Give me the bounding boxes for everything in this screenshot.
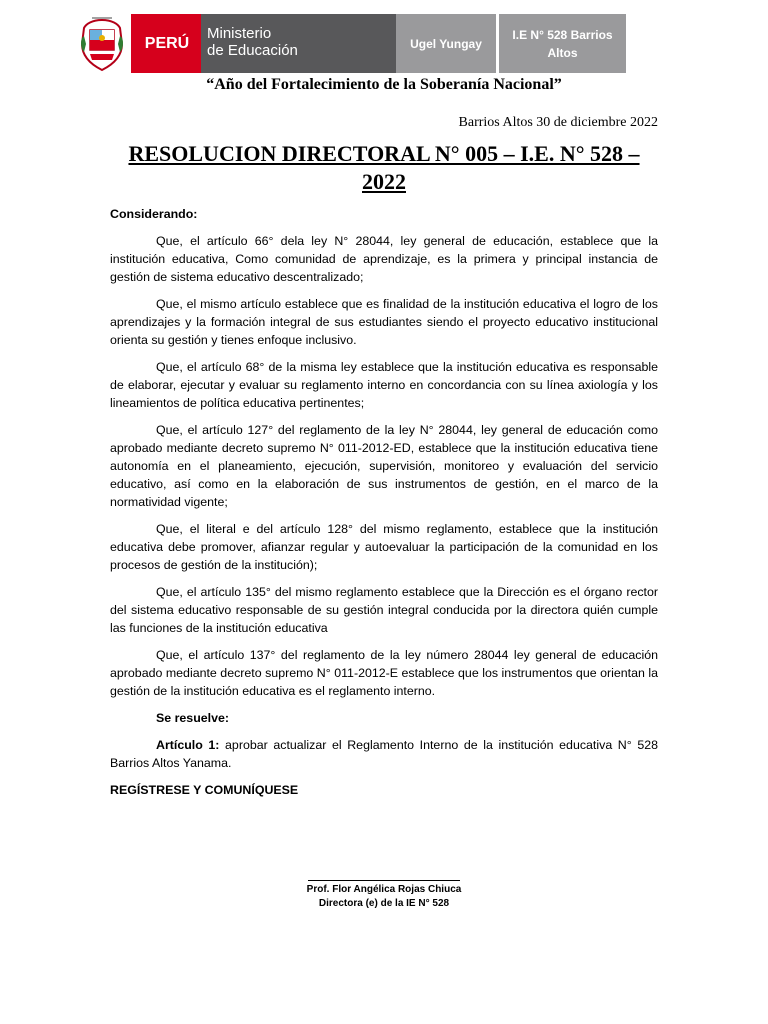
closing-statement: REGÍSTRESE Y COMUNÍQUESE: [110, 783, 299, 797]
signatory-name: Prof. Flor Angélica Rojas Chiuca: [306, 884, 462, 895]
paragraph: Que, el literal e del artículo 128° del mismo reglamento, establece que la institución educativa debe promover, afianzar regular y autoevaluar la participación de la comunidad en los procesos de gestión de la institución);: [110, 522, 658, 572]
school-label: I.E N° 528 Barrios Altos: [499, 14, 626, 73]
paragraph: Que, el mismo artículo establece que es finalidad de la institución educativa el logro de los aprendizajes y la formación integral de sus estudiantes siendo el proyecto educativo institucional orienta su gestión y tienes enfoque inclusivo.: [110, 297, 658, 347]
considerando-heading: Considerando:: [110, 207, 198, 221]
paragraph: Que, el artículo 66° dela ley N° 28044, ley general de educación, establece que la institución educativa, Como comunidad de aprendizaje, es la primera y principal instancia de gestión de sistema educativo descentralizado;: [110, 234, 658, 284]
resolution-body: [110, 205, 658, 808]
paragraph: Que, el artículo 135° del mismo reglamento establece que la Dirección es el órgano rector del sistema educativo responsable de su gestión integral conducida por la directora quién cumple las funciones de la institución educativa: [110, 585, 658, 635]
letterhead: [78, 14, 626, 73]
title-line-2: 2022: [362, 169, 406, 194]
paragraph: Que, el artículo 68° de la misma ley establece que la institución educativa es responsable de elaborar, ejecutar y evaluar su reglamento interno en concordancia con su línea axiología y los lineamientos de política educativa pertinentes;: [110, 360, 658, 410]
paragraph: Que, el artículo 137° del reglamento de la ley número 28044 ley general de educación aprobado mediante decreto supremo N° 011-2012-E establece que los instrumentos que orientan la gestión de la institución educativa es el reglamento interno.: [110, 648, 658, 698]
year-motto: “Año del Fortalecimiento de la Soberanía Nacional”: [206, 76, 562, 93]
signature-line: [308, 880, 460, 881]
coat-of-arms-icon: [78, 14, 126, 72]
document-date: Barrios Altos 30 de diciembre 2022: [458, 115, 658, 130]
signatory-role: Directora (e) de la IE N° 528: [318, 898, 450, 909]
ministry-name-line2: de Educación: [207, 42, 298, 59]
se-resuelve-heading: Se resuelve:: [156, 711, 230, 725]
ugel-label: Ugel Yungay: [396, 14, 496, 73]
article-1: [110, 736, 658, 772]
title-line-1: RESOLUCION DIRECTORAL N° 005 – I.E. N° 528 –: [128, 141, 640, 166]
peru-label: PERÚ: [144, 35, 190, 52]
resolution-title: [110, 140, 658, 196]
paragraph: Que, el artículo 127° del reglamento de la ley N° 28044, ley general de educación como aprobado mediante decreto supremo N° 011-2012-ED, establece que la institución educativa tiene autonomía en el planeamiento, ejecución, supervisión, monitoreo y evaluación del servicio educativo, así como en la elaboración de sus instrumentos de gestión, en el marco de la normatividad vigente;: [110, 423, 658, 509]
signature-block: [0, 880, 768, 911]
article-text: aprobar actualizar el Reglamento Interno de la institución educativa N° 528 Barrios Altos Yanama.: [110, 738, 658, 770]
article-label: Artículo 1:: [156, 738, 220, 752]
ministry-name-line1: Ministerio: [207, 25, 272, 42]
